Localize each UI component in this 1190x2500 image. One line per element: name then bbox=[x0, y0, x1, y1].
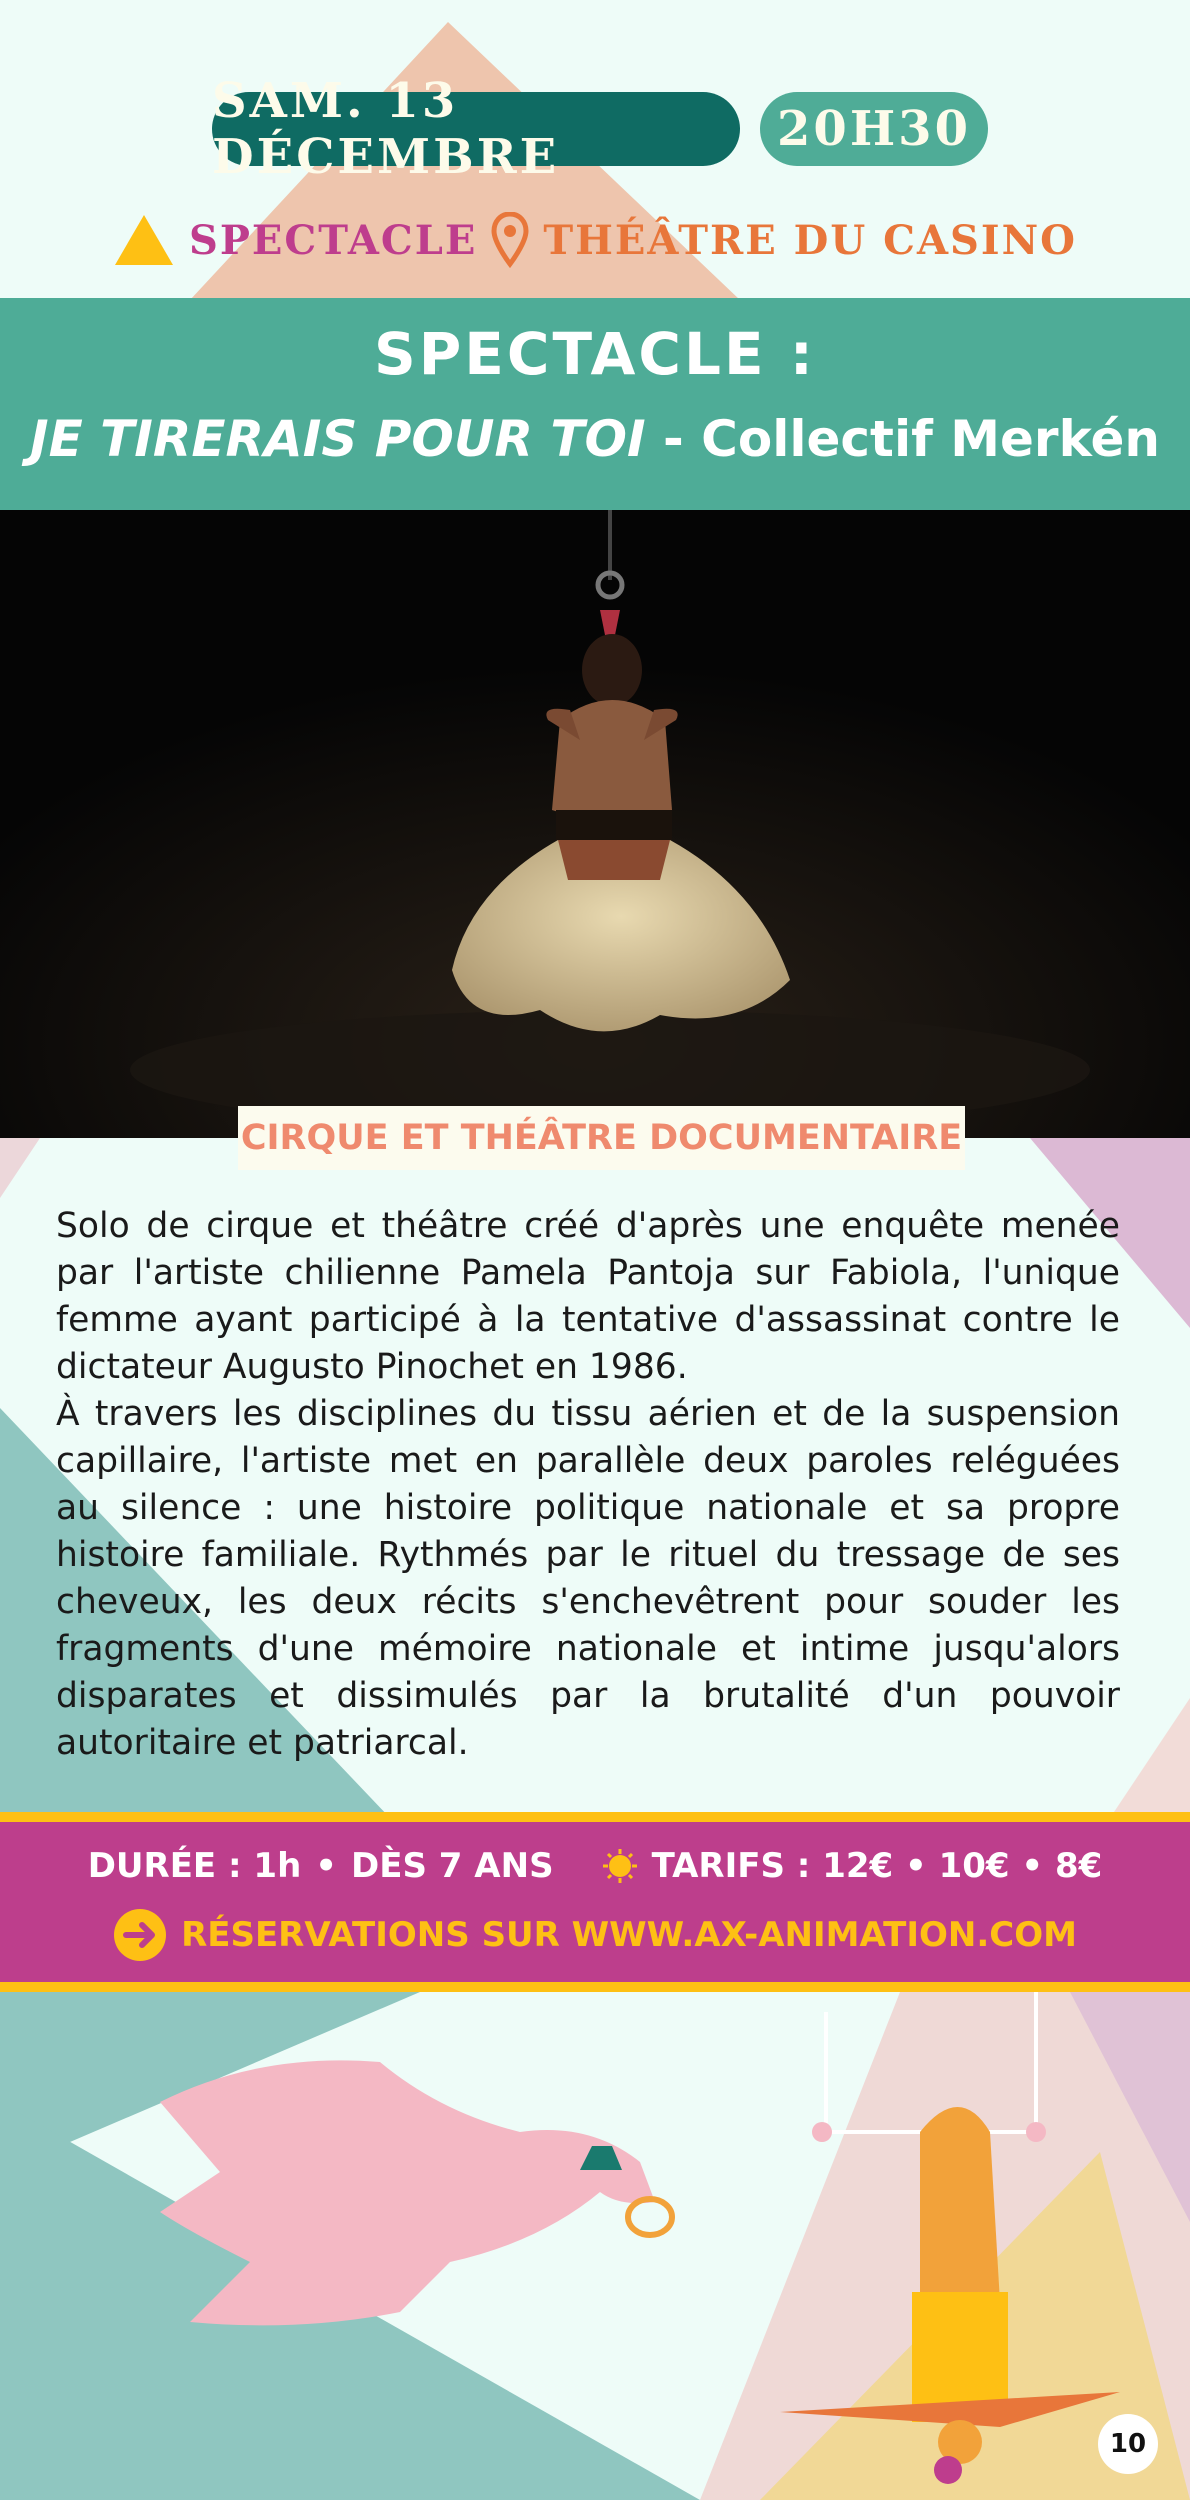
reservation-link[interactable]: RÉSERVATIONS SUR WWW.AX-ANIMATION.COM bbox=[181, 1915, 1077, 1955]
event-type-label: SPECTACLE bbox=[188, 216, 478, 264]
age-text: DÈS 7 ANS bbox=[351, 1846, 554, 1886]
location-pin-icon bbox=[491, 212, 529, 268]
venue-label: THÉÂTRE DU CASINO bbox=[543, 216, 1078, 264]
acrobat-illustration bbox=[920, 2107, 1000, 2312]
practical-info bbox=[0, 1846, 1190, 1886]
triangle-icon bbox=[113, 213, 175, 267]
show-name: JE TIRERAIS POUR TOI bbox=[29, 410, 646, 468]
duration-text: DURÉE : 1h bbox=[87, 1846, 302, 1886]
description bbox=[56, 1203, 1120, 1767]
page-title: SPECTACLE : bbox=[374, 320, 816, 388]
separator-bullet: • bbox=[315, 1846, 338, 1886]
show-title bbox=[0, 410, 1190, 468]
footer-illustration bbox=[0, 1992, 1190, 2500]
company-name: - Collectif Merkén bbox=[645, 410, 1160, 468]
date-badge: SAM. 13 DÉCEMBRE bbox=[212, 92, 740, 166]
event-subline bbox=[0, 205, 1190, 275]
arrow-circle-icon bbox=[113, 1908, 167, 1962]
title-band bbox=[0, 298, 1190, 510]
reservation-line bbox=[0, 1908, 1190, 1962]
sun-icon bbox=[602, 1848, 638, 1884]
description-paragraph: Solo de cirque et théâtre créé d'après une enquête menée par l'artiste chilienne Pamela Pantoja sur Fabiola, l'unique femme ayant participé à la tentative d'assassinat contre le dictateur Augusto Pinochet en 1986. bbox=[56, 1206, 1120, 1387]
description-paragraph: À travers les disciplines du tissu aérien et de la suspension capillaire, l'artiste met en parallèle deux paroles reléguées au silence : une histoire politique nationale et sa propre histoire familiale. Rythmés par le rituel du tressage de ses cheveux, les deux récits s'enchevêtrent pour souder les fragments d'une mémoire nationale et intime jusqu'alors disparates et dissimulés par la brutalité d'un pouvoir autoritaire et patriarcal. bbox=[56, 1394, 1120, 1763]
bird-illustration bbox=[160, 2060, 655, 2325]
info-band bbox=[0, 1812, 1190, 1992]
prices-text: TARIFS : 12€ • 10€ • 8€ bbox=[651, 1846, 1103, 1886]
time-badge: 20H30 bbox=[760, 92, 988, 166]
page-number: 10 bbox=[1098, 2414, 1158, 2474]
category-label: CIRQUE ET THÉÂTRE DOCUMENTAIRE bbox=[238, 1106, 965, 1170]
performer-photo bbox=[0, 510, 1190, 1138]
